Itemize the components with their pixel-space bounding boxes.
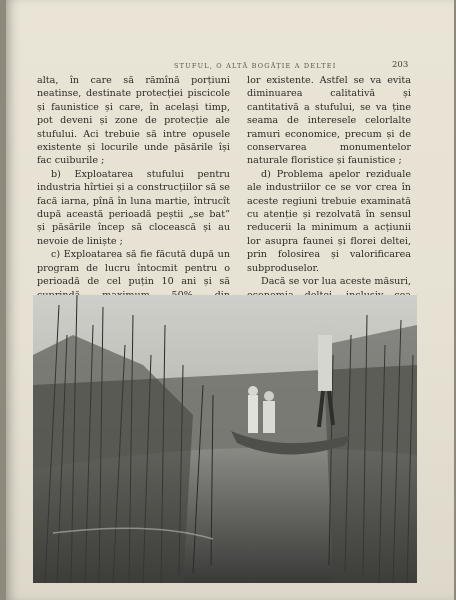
paragraph-item-b: b) Exploatarea stufului pentru industria hîrtiei și a construcțiilor să se facă iarna, pînă în luna martie, întrucît după această perioadă peștii „se bat” și păsările încep să clocească și au nevoie de liniște ; bbox=[37, 168, 230, 247]
page-number: 203 bbox=[392, 60, 409, 70]
paragraph-item-c: c) Exploatarea să fie făcută după un program de lucru întocmit pentru o perioadă de cel puțin 10 ani și să bbox=[37, 249, 230, 288]
photo-image bbox=[33, 295, 417, 583]
reed-boat-photograph bbox=[33, 295, 417, 583]
paragraph-continuation: alta, în care să rămînă porțiuni neatinse, destinate protecției piscicole și faunistice și care, în același timp, pot deveni și zone de protecție ale stufului. Aci trebuie să intre opusele existente și locurile unde păsările își fac cuiburile ; bbox=[37, 75, 230, 167]
right-text-column bbox=[247, 74, 411, 329]
paragraph-item-d: d) Problema apelor reziduale ale industriilor ce se vor crea în aceste regiuni trebuie examinată cu atenție și rezolvată în sensul reducerii la minimum a acțiunii lor asupra faunei și florei deltei, prin folosirea și valorificarea subproduselor. bbox=[247, 168, 411, 274]
left-text-column bbox=[37, 74, 230, 315]
paragraph-conclusion: Dacă se vor lua aceste măsuri, bbox=[261, 276, 411, 288]
running-head: STUFUL, O ALTĂ BOGĂȚIE A DELTEI bbox=[174, 62, 337, 70]
paragraph-continuation: lor existente. Astfel se va evita diminuarea calitativă și cantitativă a stufului, se va ține seama de interesele celorlalte ramuri economice, precum și de conservarea monumentelor naturale floristice și faunistice ; bbox=[247, 75, 411, 167]
